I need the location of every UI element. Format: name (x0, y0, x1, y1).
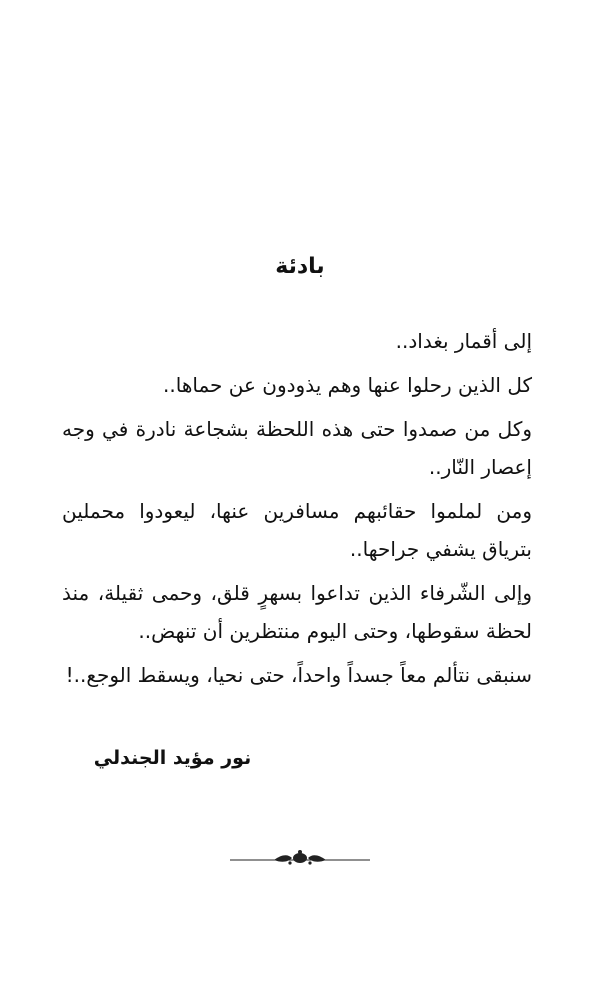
dedication-text (62, 322, 532, 700)
dedication-paragraph: إلى أقمار بغداد.. (395, 329, 532, 353)
author-signature: نور مؤيد الجندلي (93, 747, 252, 769)
dedication-paragraph: ومن لملموا حقائبهم مسافرين عنها، ليعودوا محملين بترياق يشفي جراحها.. (62, 499, 532, 561)
dedication-paragraph: سنبقى نتألم معاً جسداً واحداً، حتى نحيا، ويسقط الوجع..! (65, 663, 532, 687)
decorative-divider-icon (230, 848, 370, 868)
page-title: بادئة (275, 254, 325, 279)
dedication-paragraph: وكل من صمدوا حتى هذه اللحظة بشجاعة نادرة في وجه إعصار النّار.. (62, 417, 532, 479)
dedication-paragraph: وإلى الشّرفاء الذين تداعوا بسهرٍ قلق، وحمى ثقيلة، منذ لحظة سقوطها، وحتى اليوم منتظرين أن تنهض.. (62, 581, 532, 643)
dedication-paragraph: كل الذين رحلوا عنها وهم يذودون عن حماها.. (163, 373, 532, 397)
